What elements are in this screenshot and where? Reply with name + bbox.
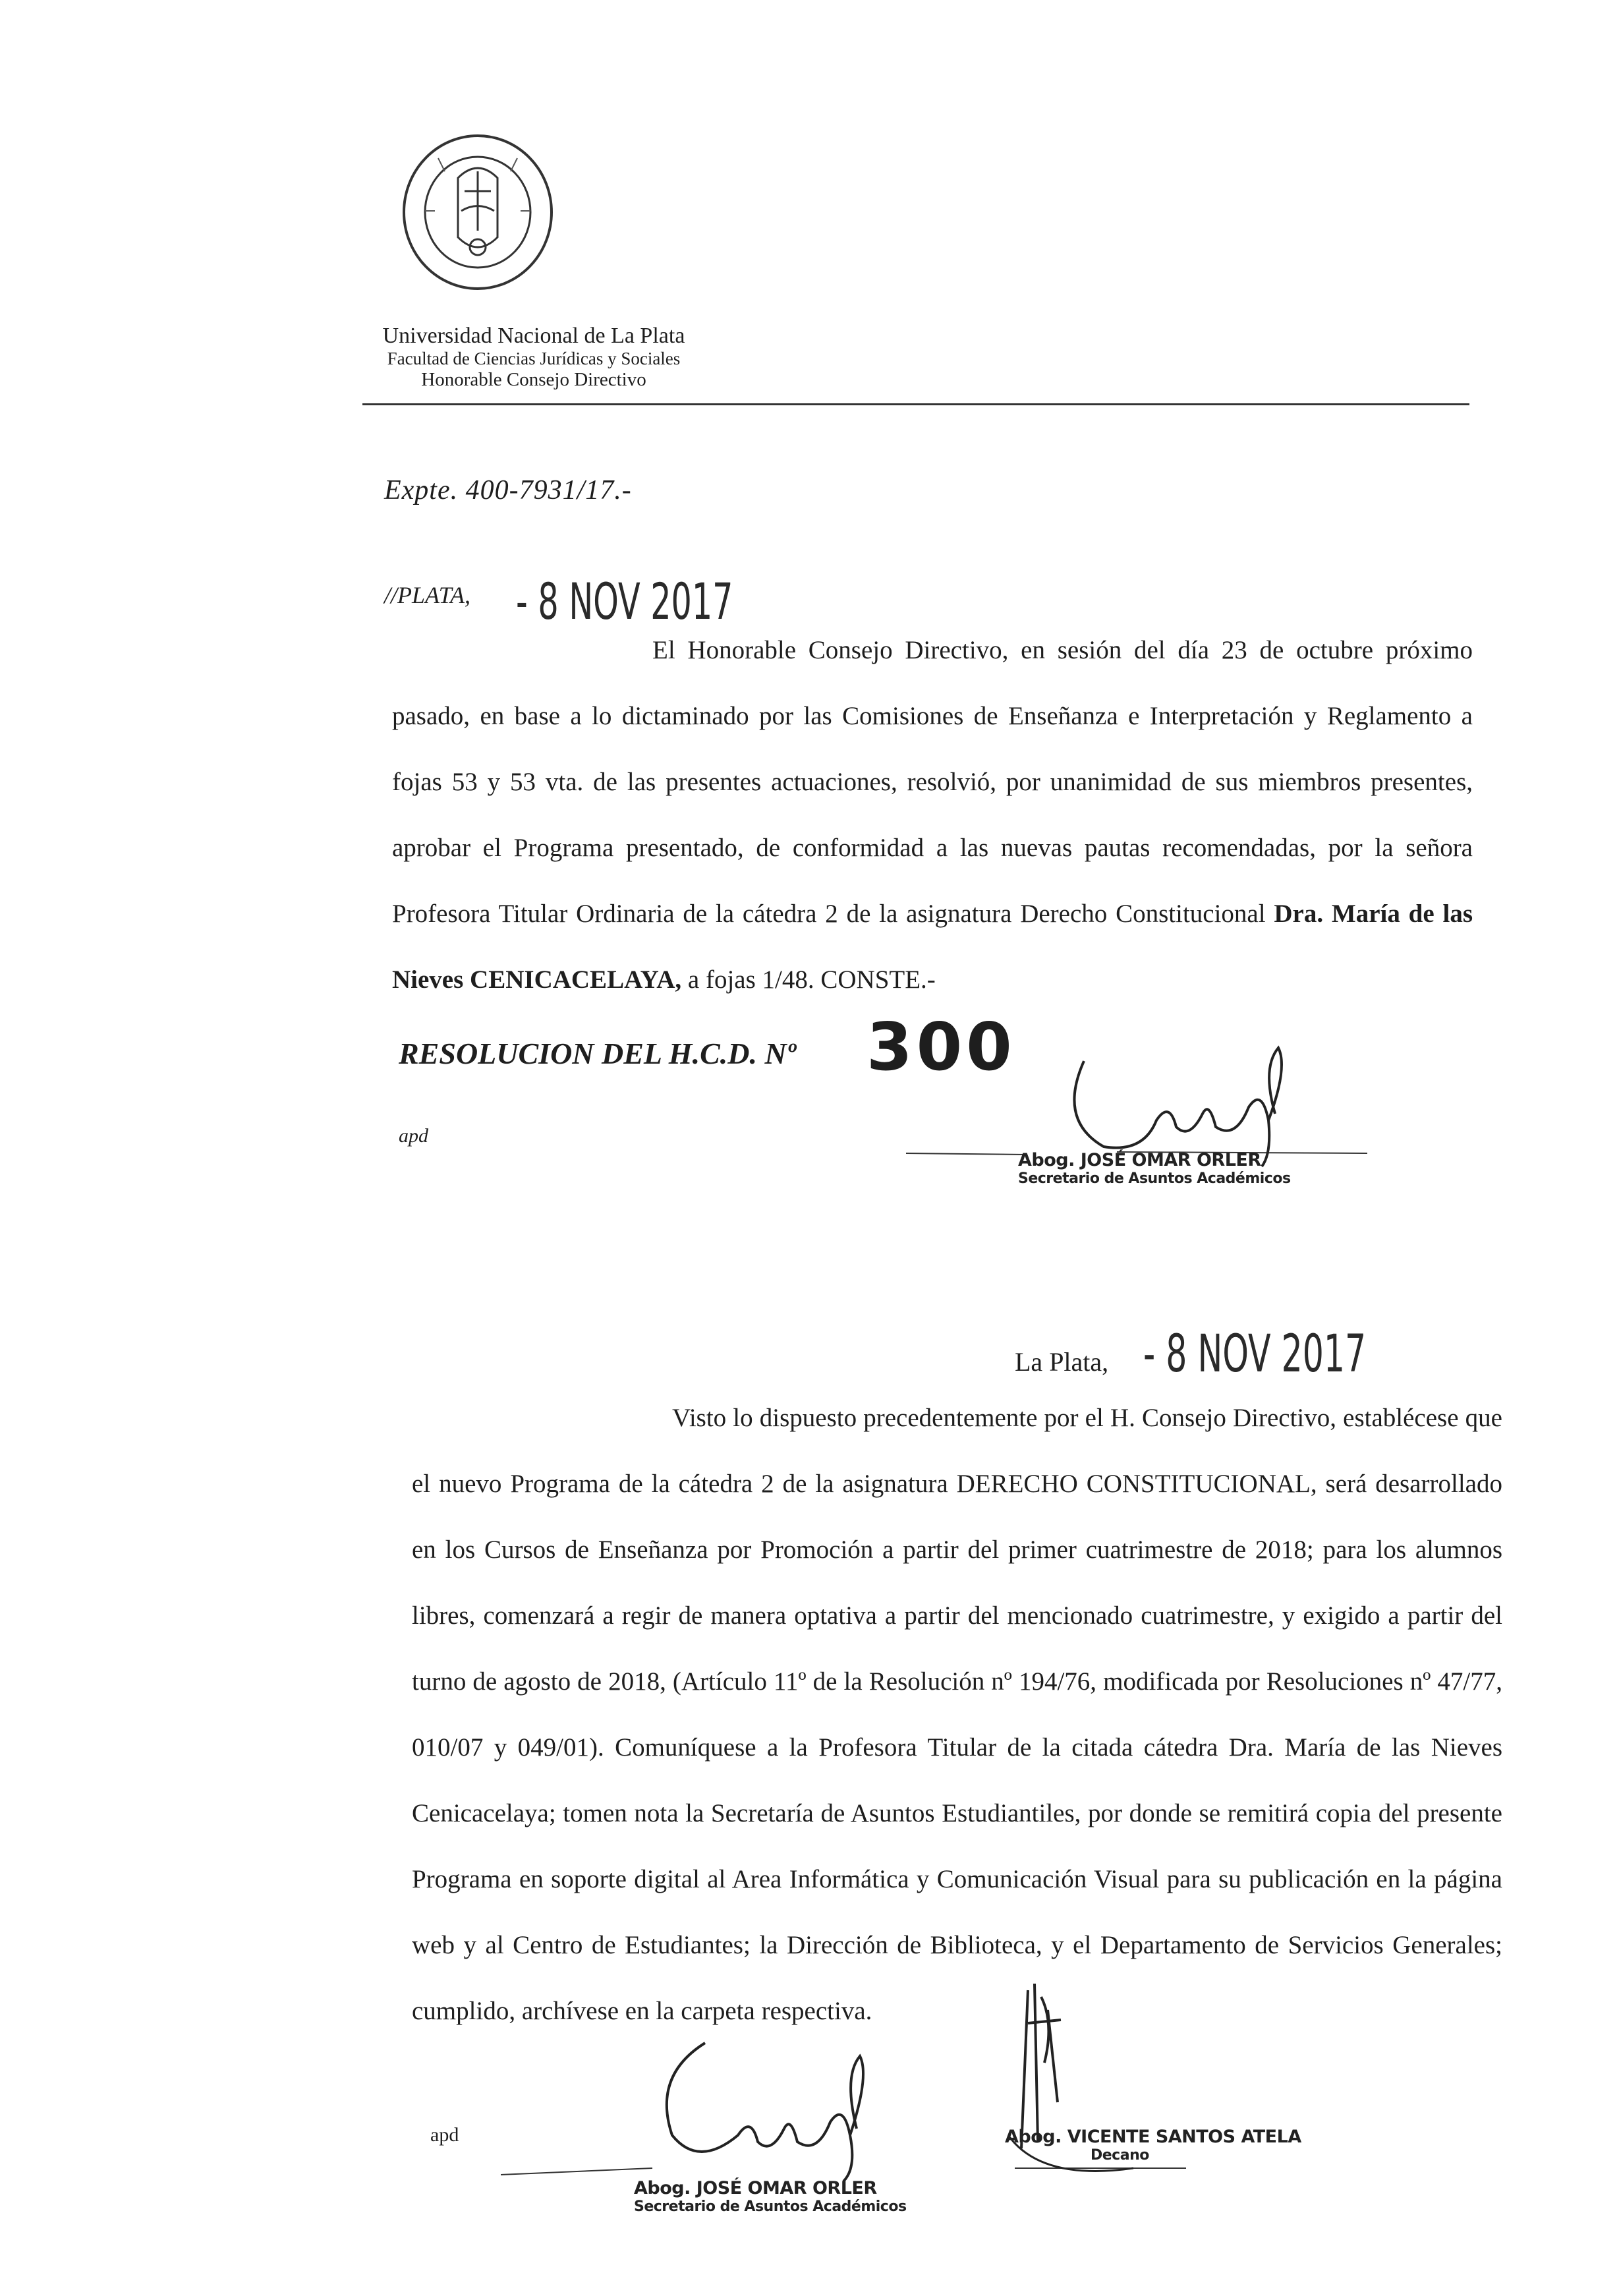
university-seal xyxy=(399,132,557,293)
expediente-number: Expte. 400-7931/17.- xyxy=(384,475,632,505)
signature-block xyxy=(1018,1150,1291,1187)
signatory-name: Abog. JOSÉ OMAR ORLER xyxy=(1018,1150,1261,1170)
paragraph-end: a fojas 1/48. CONSTE.- xyxy=(687,965,936,994)
signatory-name: Abog. VICENTE SANTOS ATELA xyxy=(1005,2127,1301,2147)
signature-block xyxy=(634,2178,907,2215)
resolution-paragraph xyxy=(392,617,1473,1013)
header-divider xyxy=(362,403,1469,405)
paragraph-text: El Honorable Consejo Directivo, en sesión del día 23 de octubre próximo pasado, en base a lo dictaminado por las Comisiones de Enseñanza e Interpretación y Reglamento a fojas 53 y 53 vta. de las presentes actuaciones, resolvió, por unanimidad de sus miembros presentes, aprobar el Programa presentado, de conformidad a las nuevas pautas recomendadas, por la señora Profesora Titular Ordinaria de la cátedra 2 de la asignatura Derecho Constitucional xyxy=(392,636,1473,928)
signatory-role: Secretario de Asuntos Académicos xyxy=(634,2198,907,2215)
signatory-role: Decano xyxy=(1091,2147,1149,2164)
resolution-label: RESOLUCION DEL H.C.D. Nº xyxy=(399,1037,796,1070)
signatory-role: Secretario de Asuntos Académicos xyxy=(1018,1170,1291,1187)
place-label: //PLATA, xyxy=(384,582,471,608)
university-name: Universidad Nacional de La Plata xyxy=(382,324,685,348)
initials: apd xyxy=(430,2124,459,2146)
paragraph-text: Visto lo dispuesto precedentemente por el H. Consejo Directivo, establécese que el nuevo Programa de la cátedra 2 de la asignatura DERECHO CONSTITUCIONAL, será desarrollado en los Cursos de Enseñanza por Promoción a partir del primer cuatrimestre de 2018; para los alumnos libres, comenzará a regir de manera optativa a partir del mencionado cuatrimestre, y exigido a partir del turno de agosto de 2018, (Artículo 11º de la Resolución nº 194/76, modificada por Resoluciones nº 47/77, 010/07 y 049/01). Comuníquese a la Profesora Titular de la citada cátedra Dra. María de las Nieves Cenicacelaya; tomen nota la Secretaría de Asuntos Estudiantiles, por donde se remitirá copia del presente Programa en soporte digital al Area Informática y Comunicación Visual para su publicación en la página web y al Centro de Estudiantes; la Dirección de Biblioteca, y el Departamento de Servicios Generales; cumplido, archívese en la carpeta respectiva. xyxy=(412,1404,1502,2025)
initials: apd xyxy=(399,1125,428,1147)
signatory-name: Abog. JOSÉ OMAR ORLER xyxy=(634,2178,877,2198)
council-name: Honorable Consejo Directivo xyxy=(421,369,646,391)
date-stamp: - 8 NOV 2017 xyxy=(1143,1325,1367,1384)
place-label: La Plata, xyxy=(1015,1347,1109,1377)
signature-block xyxy=(1005,2127,1301,2164)
letterhead xyxy=(362,323,705,391)
resolution-number: 300 xyxy=(866,1008,1016,1085)
date-stamp: - 8 NOV 2017 xyxy=(516,572,733,631)
signature-scribble xyxy=(501,2036,923,2188)
professor-name: Dra. María de las Nieves CENICACELAYA, xyxy=(392,900,1473,994)
faculty-name: Facultad de Ciencias Jurídicas y Sociales xyxy=(387,349,681,369)
resolution-paragraph xyxy=(412,1385,1502,2044)
